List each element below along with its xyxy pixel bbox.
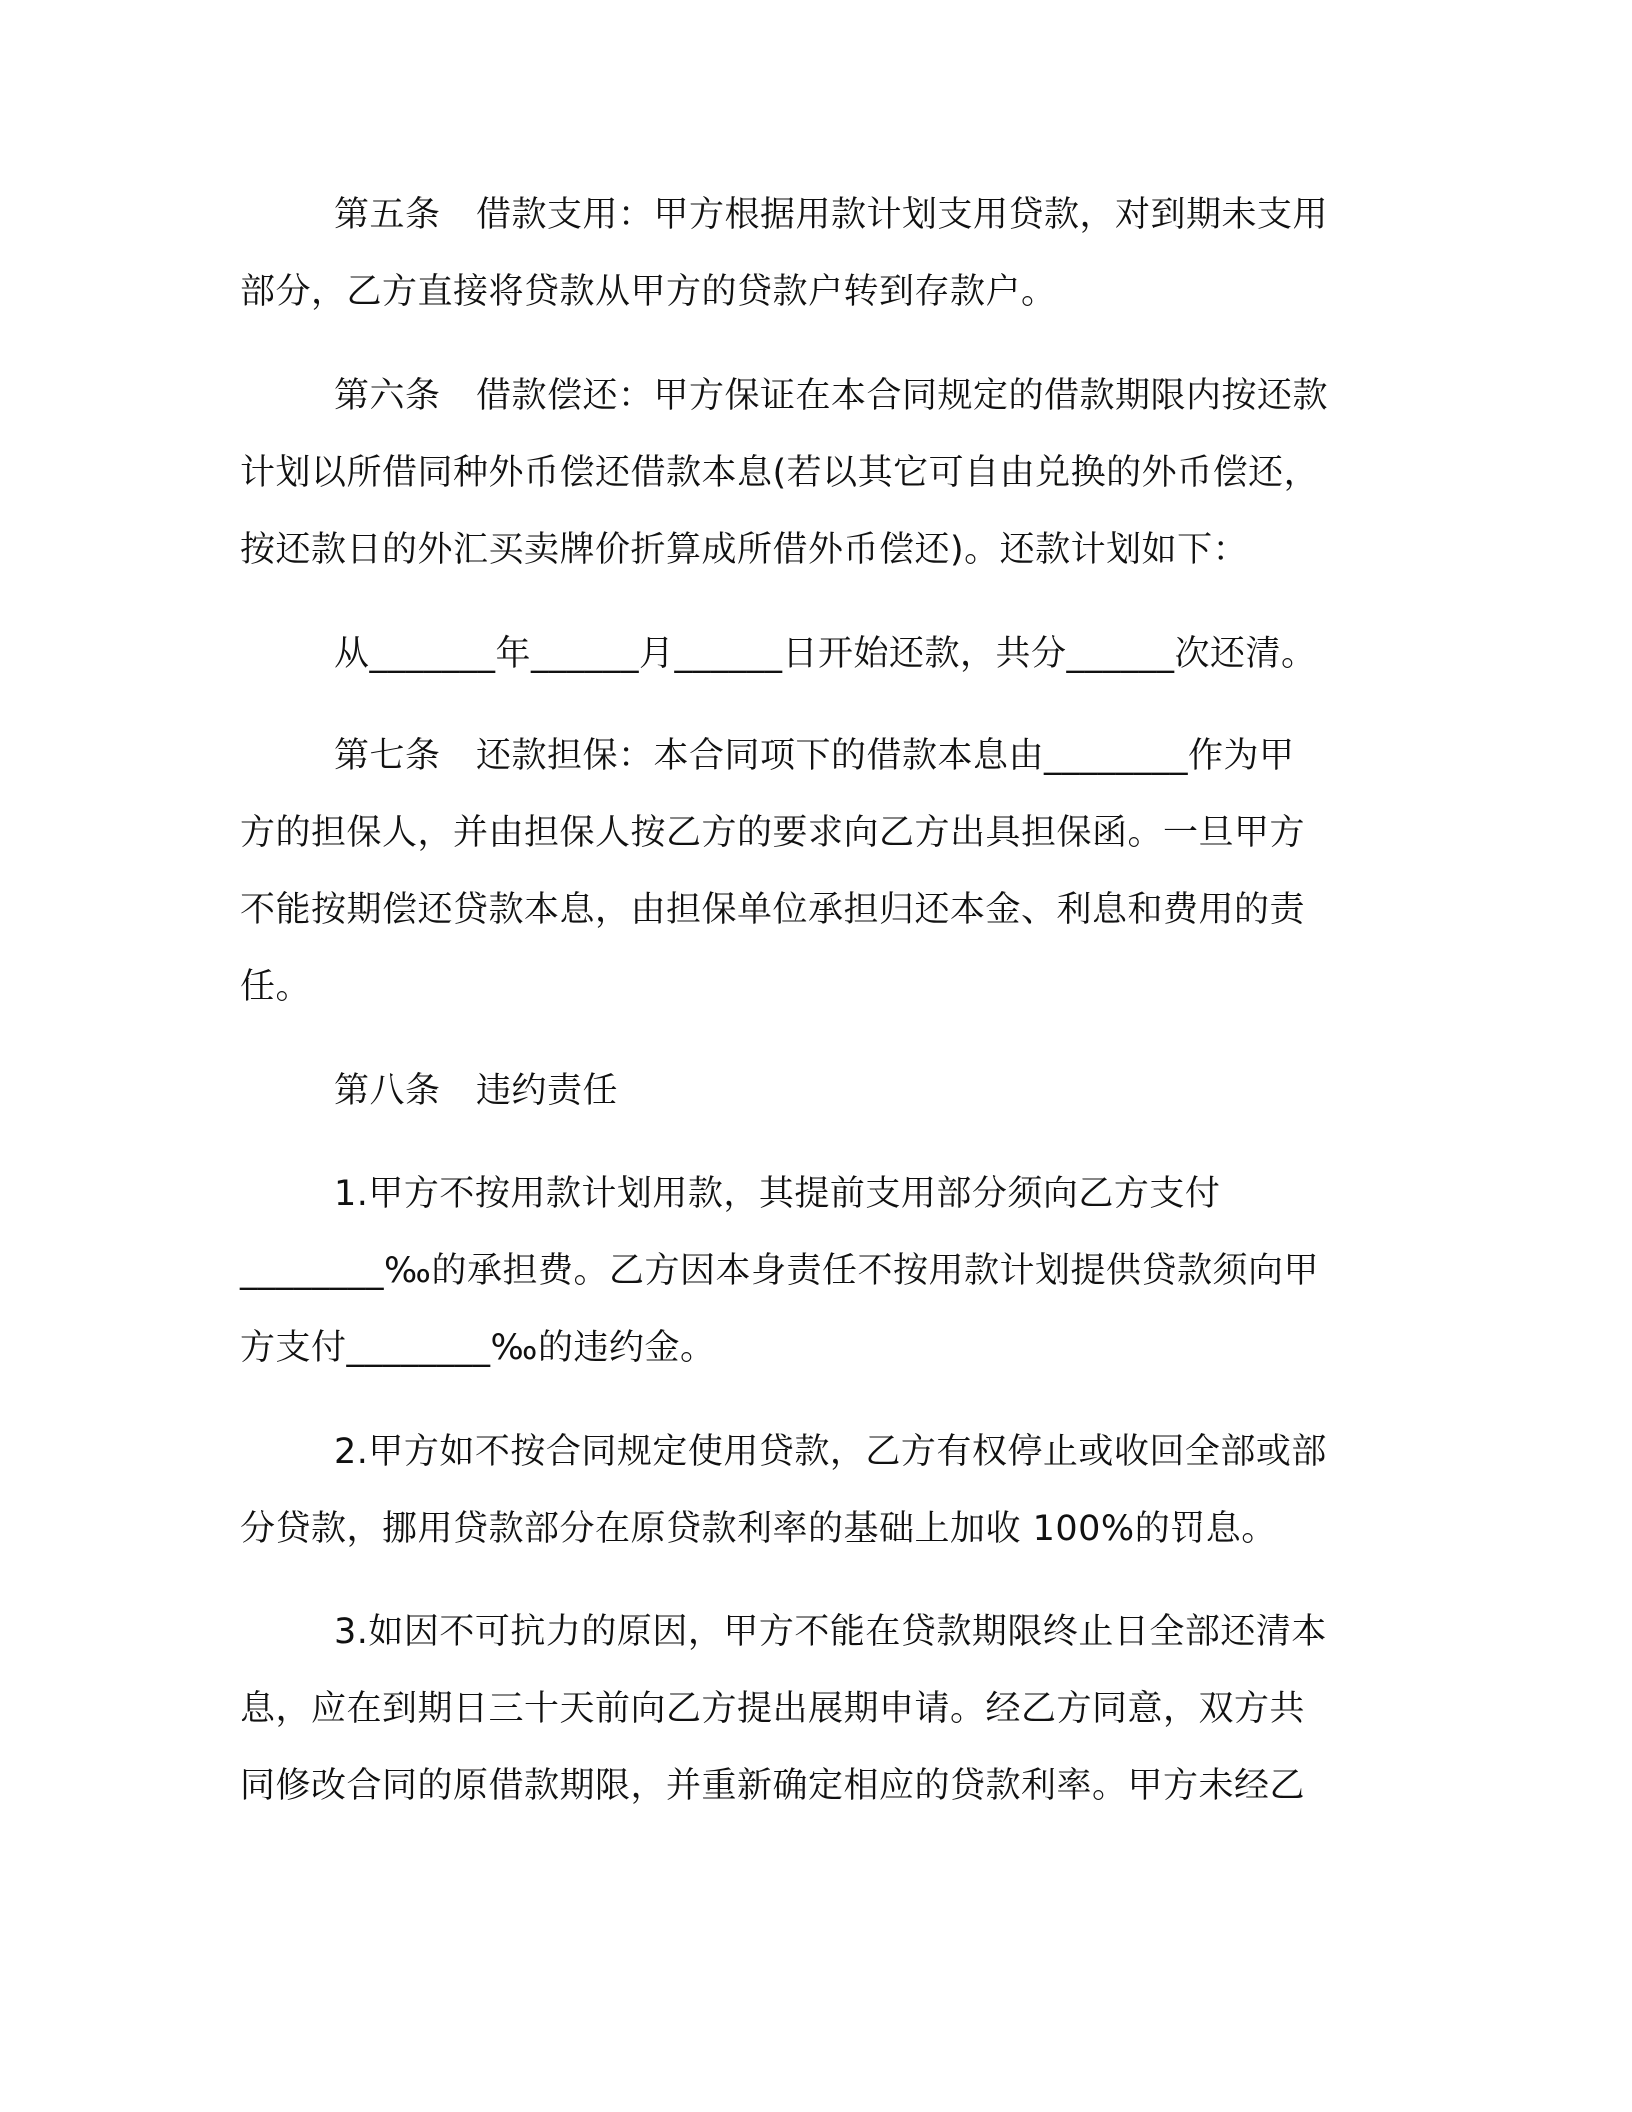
article-8-heading (240, 1053, 1420, 1130)
clause-8-1-line-2: ________‰的承担费。乙方因本身责任不按用款计划提供贷款须向甲 (240, 1251, 1319, 1291)
clause-8-2-paragraph (240, 1414, 1420, 1568)
article-6-line-1: 第六条 借款偿还：甲方保证在本合同规定的借款期限内按还款 (334, 376, 1329, 416)
article-5-paragraph (240, 177, 1420, 331)
clause-8-3-line-3: 同修改合同的原借款期限，并重新确定相应的贷款利率。甲方未经乙 (240, 1766, 1306, 1806)
clause-8-2-line-2: 分贷款，挪用贷款部分在原贷款利率的基础上加收 100%的罚息。 (240, 1509, 1277, 1549)
article-8-line-1: 第八条 违约责任 (334, 1071, 619, 1111)
article-7-line-4: 任。 (240, 967, 312, 1007)
article-7-line-2: 方的担保人，并由担保人按乙方的要求向乙方出具担保函。一旦甲方 (240, 813, 1306, 853)
clause-8-1-line-3: 方支付________‰的违约金。 (240, 1328, 716, 1368)
clause-8-3-line-1: 3.如因不可抗力的原因，甲方不能在贷款期限终止日全部还清本 (334, 1612, 1327, 1652)
repayment-schedule-line-1: 从_______年______月______日开始还款，共分______次还清。 (334, 634, 1317, 674)
article-7-line-3: 不能按期偿还贷款本息，由担保单位承担归还本金、利息和费用的责 (240, 890, 1306, 930)
article-7-paragraph (240, 718, 1420, 1026)
repayment-schedule-paragraph (240, 616, 1420, 693)
clause-8-2-line-1: 2.甲方如不按合同规定使用贷款，乙方有权停止或收回全部或部 (334, 1432, 1327, 1472)
clause-8-1-paragraph (240, 1156, 1420, 1387)
article-7-line-1: 第七条 还款担保：本合同项下的借款本息由________作为甲 (334, 736, 1295, 776)
clause-8-1-line-1: 1.甲方不按用款计划用款，其提前支用部分须向乙方支付 (334, 1174, 1221, 1214)
clause-8-3-line-2: 息，应在到期日三十天前向乙方提出展期申请。经乙方同意，双方共 (240, 1689, 1306, 1729)
article-6-line-3: 按还款日的外汇买卖牌价折算成所借外币偿还)。还款计划如下： (240, 530, 1249, 570)
article-5-line-2: 部分，乙方直接将贷款从甲方的贷款户转到存款户。 (240, 272, 1057, 312)
clause-8-3-paragraph (240, 1594, 1420, 1825)
article-6-paragraph (240, 358, 1420, 589)
article-5-line-1: 第五条 借款支用：甲方根据用款计划支用贷款，对到期未支用 (334, 195, 1329, 235)
article-6-line-2: 计划以所借同种外币偿还借款本息(若以其它可自由兑换的外币偿还， (240, 453, 1320, 493)
